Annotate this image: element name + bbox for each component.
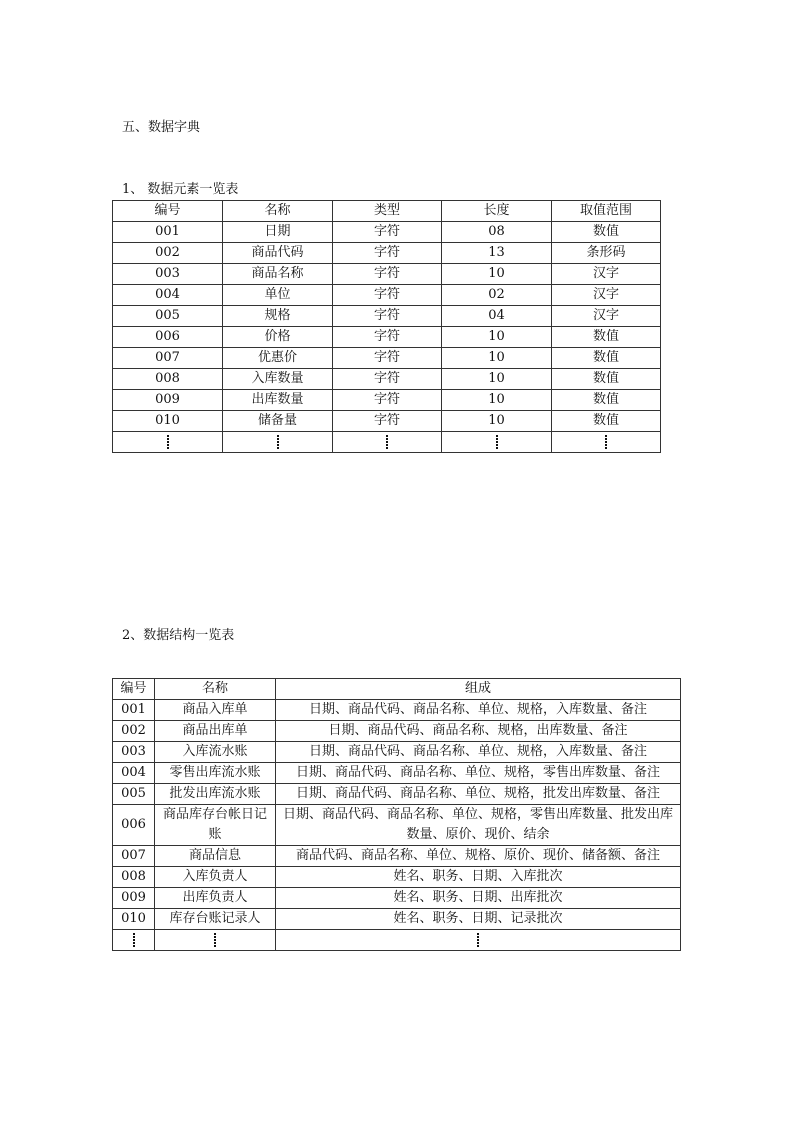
ellipsis-cell xyxy=(276,930,681,951)
ellipsis-row xyxy=(113,432,661,453)
cell-type: 字符 xyxy=(333,327,442,348)
cell-id: 009 xyxy=(113,390,223,411)
cell-name: 优惠价 xyxy=(223,348,333,369)
ellipsis-cell xyxy=(223,432,333,453)
cell-type: 字符 xyxy=(333,222,442,243)
cell-range: 汉字 xyxy=(552,285,661,306)
ellipsis-cell xyxy=(333,432,442,453)
vertical-ellipsis-icon xyxy=(167,435,169,449)
cell-type: 字符 xyxy=(333,243,442,264)
cell-type: 字符 xyxy=(333,369,442,390)
column-header-id: 编号 xyxy=(113,201,223,222)
column-header-id: 编号 xyxy=(113,679,155,700)
table-row xyxy=(113,411,661,432)
table-row xyxy=(113,264,661,285)
table-row xyxy=(113,909,681,930)
cell-length: 08 xyxy=(442,222,552,243)
cell-name: 出库负责人 xyxy=(155,888,276,909)
table-row xyxy=(113,763,681,784)
cell-name: 价格 xyxy=(223,327,333,348)
cell-name: 商品库存台帐日记账 xyxy=(155,805,276,846)
column-header-composition: 组成 xyxy=(276,679,681,700)
column-header-name: 名称 xyxy=(155,679,276,700)
cell-name: 入库负责人 xyxy=(155,867,276,888)
cell-name: 单位 xyxy=(223,285,333,306)
table2-title: 2、数据结构一览表 xyxy=(122,628,235,643)
table-row xyxy=(113,867,681,888)
cell-name: 零售出库流水账 xyxy=(155,763,276,784)
vertical-ellipsis-icon xyxy=(133,933,135,947)
vertical-ellipsis-icon xyxy=(496,435,498,449)
cell-composition: 姓名、职务、日期、记录批次 xyxy=(276,909,681,930)
cell-type: 字符 xyxy=(333,411,442,432)
vertical-ellipsis-icon xyxy=(386,435,388,449)
table-header-row xyxy=(113,201,661,222)
cell-length: 10 xyxy=(442,411,552,432)
cell-id: 006 xyxy=(113,805,155,846)
cell-id: 008 xyxy=(113,867,155,888)
cell-type: 字符 xyxy=(333,264,442,285)
cell-id: 004 xyxy=(113,763,155,784)
column-header-type: 类型 xyxy=(333,201,442,222)
cell-id: 010 xyxy=(113,411,223,432)
cell-id: 004 xyxy=(113,285,223,306)
cell-id: 010 xyxy=(113,909,155,930)
vertical-ellipsis-icon xyxy=(214,933,216,947)
ellipsis-cell xyxy=(155,930,276,951)
cell-type: 字符 xyxy=(333,390,442,411)
cell-name: 商品代码 xyxy=(223,243,333,264)
cell-id: 007 xyxy=(113,846,155,867)
cell-name: 商品名称 xyxy=(223,264,333,285)
ellipsis-cell xyxy=(113,930,155,951)
cell-id: 009 xyxy=(113,888,155,909)
cell-name: 规格 xyxy=(223,306,333,327)
vertical-ellipsis-icon xyxy=(605,435,607,449)
cell-name: 日期 xyxy=(223,222,333,243)
cell-name: 入库数量 xyxy=(223,369,333,390)
cell-composition: 日期、商品代码、商品名称、单位、规格，批发出库数量、备注 xyxy=(276,784,681,805)
cell-name: 商品入库单 xyxy=(155,700,276,721)
cell-length: 10 xyxy=(442,264,552,285)
cell-length: 04 xyxy=(442,306,552,327)
cell-composition: 姓名、职务、日期、入库批次 xyxy=(276,867,681,888)
cell-id: 002 xyxy=(113,721,155,742)
cell-composition: 日期、商品代码、商品名称、单位、规格，零售出库数量、备注 xyxy=(276,763,681,784)
vertical-ellipsis-icon xyxy=(477,933,479,947)
cell-composition: 姓名、职务、日期、出库批次 xyxy=(276,888,681,909)
cell-range: 数值 xyxy=(552,327,661,348)
cell-length: 02 xyxy=(442,285,552,306)
table-row xyxy=(113,390,661,411)
cell-length: 10 xyxy=(442,390,552,411)
data-element-table xyxy=(112,200,661,453)
cell-length: 10 xyxy=(442,348,552,369)
table-row xyxy=(113,348,661,369)
cell-composition: 日期、商品代码、商品名称、单位、规格，入库数量、备注 xyxy=(276,700,681,721)
table-row xyxy=(113,285,661,306)
ellipsis-cell xyxy=(442,432,552,453)
table-row xyxy=(113,700,681,721)
cell-type: 字符 xyxy=(333,348,442,369)
cell-composition: 日期、商品代码、商品名称、单位、规格，零售出库数量、批发出库数量、原价、现价、结余 xyxy=(276,805,681,846)
cell-range: 数值 xyxy=(552,222,661,243)
cell-name: 入库流水账 xyxy=(155,742,276,763)
cell-range: 条形码 xyxy=(552,243,661,264)
cell-name: 出库数量 xyxy=(223,390,333,411)
cell-range: 汉字 xyxy=(552,264,661,285)
cell-id: 007 xyxy=(113,348,223,369)
cell-name: 商品信息 xyxy=(155,846,276,867)
table1-title: 1、 数据元素一览表 xyxy=(122,182,239,197)
data-structure-table xyxy=(112,678,681,951)
table-header-row xyxy=(113,679,681,700)
table-row xyxy=(113,742,681,763)
table-row xyxy=(113,846,681,867)
ellipsis-cell xyxy=(113,432,223,453)
cell-name: 库存台账记录人 xyxy=(155,909,276,930)
cell-id: 006 xyxy=(113,327,223,348)
cell-range: 数值 xyxy=(552,348,661,369)
vertical-ellipsis-icon xyxy=(277,435,279,449)
cell-name: 批发出库流水账 xyxy=(155,784,276,805)
column-header-range: 取值范围 xyxy=(552,201,661,222)
column-header-length: 长度 xyxy=(442,201,552,222)
table-row xyxy=(113,327,661,348)
column-header-name: 名称 xyxy=(223,201,333,222)
table-row xyxy=(113,222,661,243)
cell-length: 10 xyxy=(442,369,552,390)
cell-composition: 日期、商品代码、商品名称、规格，出库数量、备注 xyxy=(276,721,681,742)
table-row xyxy=(113,784,681,805)
cell-range: 数值 xyxy=(552,369,661,390)
cell-id: 002 xyxy=(113,243,223,264)
cell-composition: 商品代码、商品名称、单位、规格、原价、现价、储备额、备注 xyxy=(276,846,681,867)
table-row xyxy=(113,306,661,327)
ellipsis-cell xyxy=(552,432,661,453)
table-row xyxy=(113,721,681,742)
cell-type: 字符 xyxy=(333,306,442,327)
table-row xyxy=(113,369,661,390)
ellipsis-row xyxy=(113,930,681,951)
cell-range: 数值 xyxy=(552,411,661,432)
cell-id: 001 xyxy=(113,700,155,721)
cell-id: 003 xyxy=(113,742,155,763)
cell-range: 汉字 xyxy=(552,306,661,327)
cell-id: 001 xyxy=(113,222,223,243)
cell-length: 13 xyxy=(442,243,552,264)
cell-type: 字符 xyxy=(333,285,442,306)
table-row xyxy=(113,805,681,846)
table-row xyxy=(113,243,661,264)
table-row xyxy=(113,888,681,909)
cell-range: 数值 xyxy=(552,390,661,411)
cell-id: 005 xyxy=(113,784,155,805)
cell-composition: 日期、商品代码、商品名称、单位、规格，入库数量、备注 xyxy=(276,742,681,763)
section-title: 五、数据字典 xyxy=(122,120,201,135)
cell-name: 储备量 xyxy=(223,411,333,432)
cell-id: 005 xyxy=(113,306,223,327)
cell-id: 008 xyxy=(113,369,223,390)
cell-name: 商品出库单 xyxy=(155,721,276,742)
cell-length: 10 xyxy=(442,327,552,348)
cell-id: 003 xyxy=(113,264,223,285)
